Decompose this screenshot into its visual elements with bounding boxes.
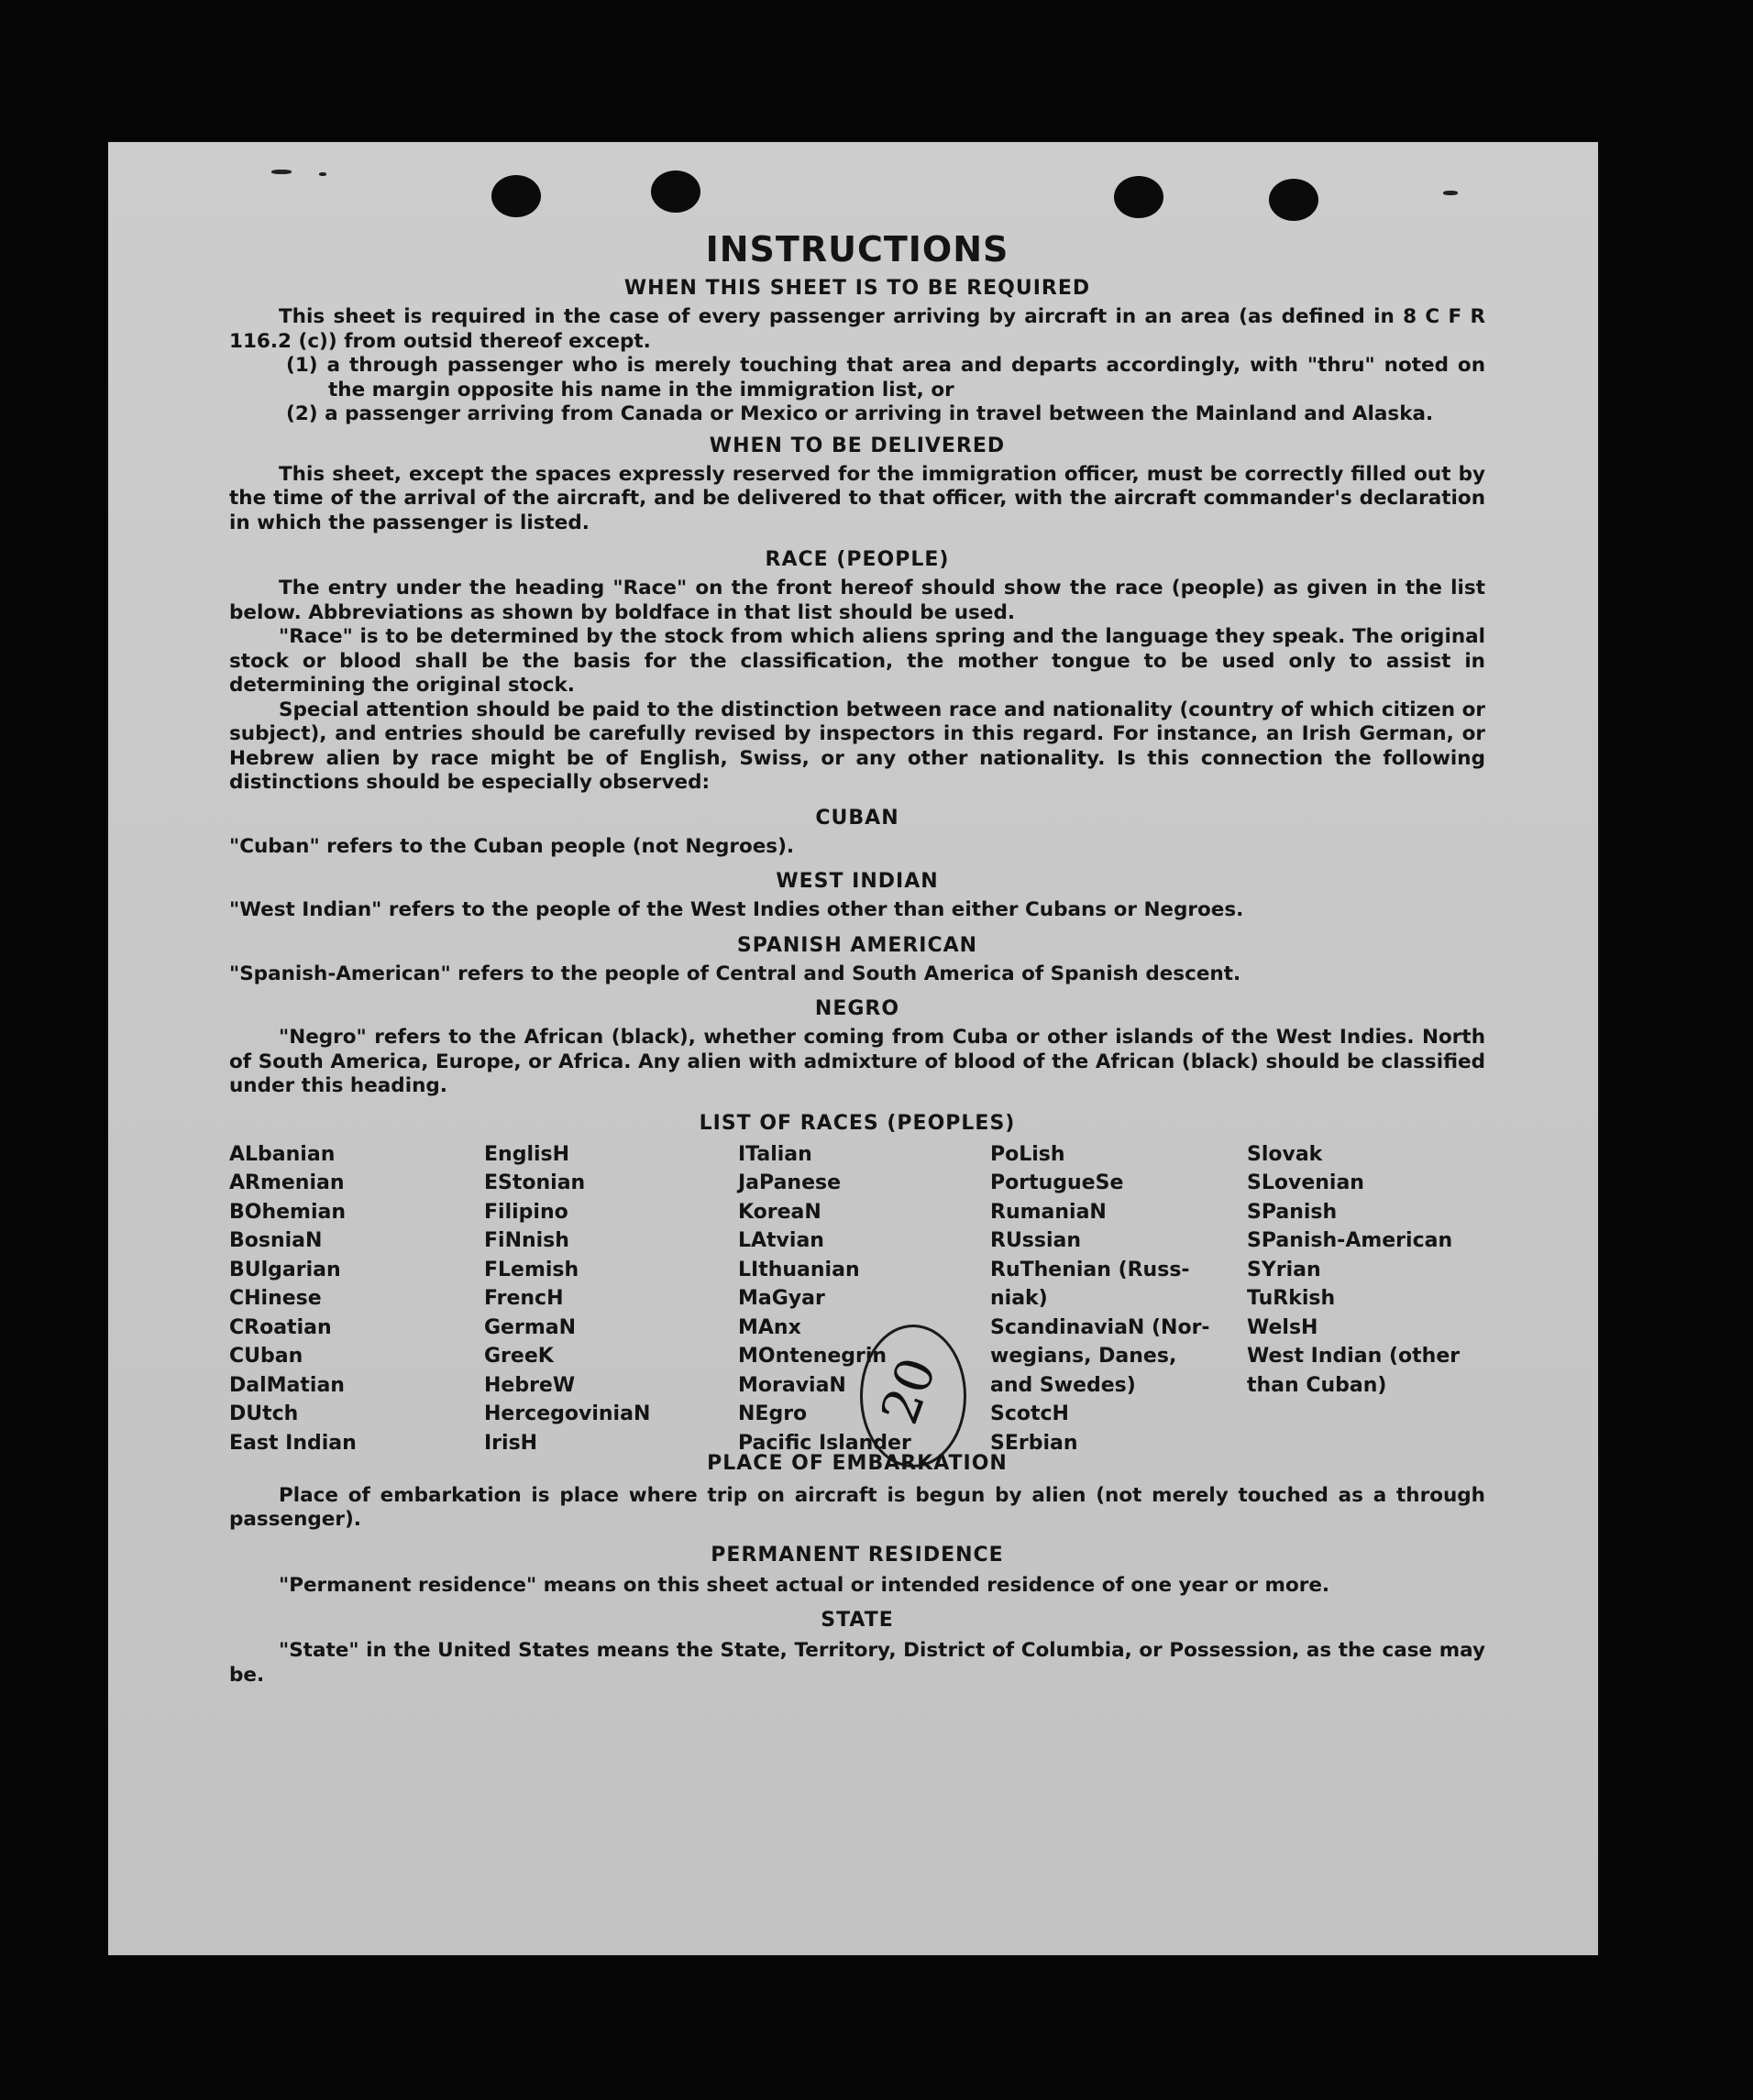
section-heading-negro: NEGRO: [814, 997, 900, 1020]
race-entry: CRoatian: [229, 1315, 332, 1339]
paragraph-cuban: "Cuban" refers to the Cuban people (not Negroes).: [229, 834, 795, 858]
race-entry: NEgro: [738, 1402, 808, 1425]
race-entry: DalMatian: [229, 1373, 345, 1397]
race-entry: Filipino: [484, 1200, 568, 1224]
race-entry: WelsH: [1247, 1315, 1318, 1339]
race-entry: JaPanese: [738, 1171, 842, 1194]
paragraph-west-indian: "West Indian" refers to the people of the West Indies other than either Cubans or Negroes.: [229, 898, 1244, 921]
race-entry: GreeK: [484, 1345, 554, 1368]
race-entry: ARmenian: [229, 1171, 345, 1194]
race-entry: CHinese: [229, 1287, 322, 1310]
race-entry: CUban: [229, 1345, 303, 1368]
race-entry: MOntenegrin: [738, 1345, 888, 1368]
punch-hole: [1114, 176, 1163, 218]
race-entry: GermaN: [484, 1315, 577, 1339]
section-heading-west-indian: WEST INDIAN: [776, 870, 939, 893]
section-heading-cuban: CUBAN: [815, 806, 899, 830]
list-item-exception-1: (1) a through passenger who is merely touching that area and departs accordingly, with "thru" noted on the margin opposite his name in the immigration list, or: [286, 354, 1485, 401]
races-table: [229, 1140, 1485, 1455]
punch-hole: [491, 175, 541, 217]
list-item-exception-2: (2) a passenger arriving from Canada or Mexico or arriving in travel between the Mainland and Alaska.: [286, 402, 1434, 425]
paragraph-embarkation: Place of embarkation is place where trip on aircraft is begun by alien (not merely touched as a through passenger).: [229, 1483, 1485, 1531]
race-entry: SPanish: [1247, 1200, 1338, 1224]
race-entry: BUlgarian: [229, 1258, 341, 1281]
punch-hole: [651, 170, 700, 213]
paragraph-when-required: This sheet is required in the case of every passenger arriving by aircraft in an area (as defined in 8 C F R 116.2 (c)) from outsid thereof except.: [229, 305, 1485, 353]
paragraph-spanish-american: "Spanish-American" refers to the people of Central and South America of Spanish descent.: [229, 962, 1241, 985]
race-entry: and Swedes): [990, 1373, 1136, 1397]
race-entry: RumaniaN: [990, 1200, 1107, 1224]
document-sheet: [108, 142, 1598, 1955]
race-entry: KoreaN: [738, 1200, 821, 1224]
section-heading-spanish-american: SPANISH AMERICAN: [736, 933, 978, 957]
paragraph-race-1: The entry under the heading "Race" on the front hereof should show the race (people) as given in the list below. Abbreviations as shown by boldface in that list should be used.: [229, 577, 1485, 624]
paragraph-race-3: Special attention should be paid to the distinction between race and nationality (country of which citizen or subject), and entries should be carefully revised by inspectors in this regard. For instance, an Irish German, or Hebrew alien by race might be of English, Swiss, or any other nationality. Is this connection the following distinctions should be especially observed:: [229, 698, 1485, 794]
race-entry: EStonian: [484, 1171, 586, 1194]
section-heading-embarkation: PLACE OF EMBARKATION: [707, 1451, 1008, 1475]
race-entry: BosniaN: [229, 1229, 323, 1252]
race-entry: SYrian: [1247, 1258, 1321, 1281]
race-entry: Slovak: [1247, 1142, 1323, 1166]
race-entry: BOhemian: [229, 1200, 347, 1224]
race-entry: PortugueSe: [990, 1171, 1124, 1194]
race-entry: LAtvian: [738, 1229, 824, 1252]
instructions-body: [229, 229, 1485, 1688]
race-entry: wegians, Danes,: [990, 1345, 1177, 1368]
punch-hole: [1269, 179, 1318, 221]
race-entry: HebreW: [484, 1373, 576, 1397]
race-entry: East Indian: [229, 1431, 357, 1455]
race-entry: LIthuanian: [738, 1258, 860, 1281]
race-entry: ScandinaviaN (Nor-: [990, 1315, 1210, 1339]
paragraph-state: "State" in the United States means the State, Territory, District of Columbia, or Possession, as the case may be.: [229, 1639, 1485, 1687]
race-entry: niak): [990, 1287, 1048, 1310]
race-entry: IrisH: [484, 1431, 538, 1455]
race-entry: ALbanian: [229, 1142, 336, 1166]
race-entry: MoraviaN: [738, 1373, 846, 1397]
race-entry: DUtch: [229, 1402, 299, 1425]
race-entry: West Indian (other: [1247, 1345, 1461, 1368]
race-entry: FrencH: [484, 1287, 564, 1310]
race-entry: ITalian: [738, 1142, 812, 1166]
races-column: [484, 1140, 650, 1458]
section-heading-when-required: WHEN THIS SHEET IS TO BE REQUIRED: [623, 277, 1091, 300]
ink-smudge: [1443, 191, 1458, 195]
section-heading-race: RACE (PEOPLE): [765, 548, 950, 571]
race-entry: SLovenian: [1247, 1171, 1364, 1194]
section-heading-state: STATE: [821, 1609, 894, 1632]
race-entry: TuRkish: [1247, 1287, 1336, 1310]
section-heading-list-of-races: LIST OF RACES (PEOPLES): [699, 1111, 1016, 1135]
races-column: [990, 1140, 1210, 1458]
race-entry: SPanish-American: [1247, 1229, 1453, 1252]
races-column: [229, 1140, 357, 1458]
race-entry: EnglisH: [484, 1142, 570, 1166]
race-entry: FiNnish: [484, 1229, 569, 1252]
paragraph-residence: "Permanent residence" means on this sheet actual or intended residence of one year or more.: [279, 1573, 1330, 1597]
race-entry: Pacific Islander: [738, 1431, 911, 1455]
race-entry: HercegoviniaN: [484, 1402, 651, 1425]
race-entry: RUssian: [990, 1229, 1082, 1252]
paragraph-negro: "Negro" refers to the African (black), whether coming from Cuba or other islands of the West Indies. North of South America, Europe, or Africa. Any alien with admixture of blood of the African (black) should be classified under this heading.: [229, 1026, 1485, 1097]
race-entry: than Cuban): [1247, 1373, 1387, 1397]
section-heading-when-delivered: WHEN TO BE DELIVERED: [709, 434, 1006, 457]
ink-smudge: [271, 170, 292, 174]
handwritten-number: 20: [869, 1349, 949, 1433]
race-entry: ScotcH: [990, 1402, 1069, 1425]
race-entry: RuThenian (Russ-: [990, 1258, 1190, 1281]
section-heading-residence: PERMANENT RESIDENCE: [711, 1543, 1004, 1567]
races-column: [738, 1140, 911, 1458]
paragraph-race-2: "Race" is to be determined by the stock from which aliens spring and the language they speak. The original stock or blood shall be the basis for the classification, the mother tongue to be used only to assist in determining the original stock.: [229, 625, 1485, 697]
ink-smudge: [319, 172, 326, 176]
race-entry: SErbian: [990, 1431, 1078, 1455]
races-column: [1247, 1140, 1460, 1401]
race-entry: PoLish: [990, 1142, 1065, 1166]
race-entry: FLemish: [484, 1258, 579, 1281]
page-title: INSTRUCTIONS: [705, 229, 1009, 269]
race-entry: MaGyar: [738, 1287, 825, 1310]
race-entry: MAnx: [738, 1315, 801, 1339]
paragraph-when-delivered: This sheet, except the spaces expressly reserved for the immigration officer, must be correctly filled out by the time of the arrival of the aircraft, and be delivered to that officer, with the aircraft commander's declaration in which the passenger is listed.: [229, 462, 1485, 534]
